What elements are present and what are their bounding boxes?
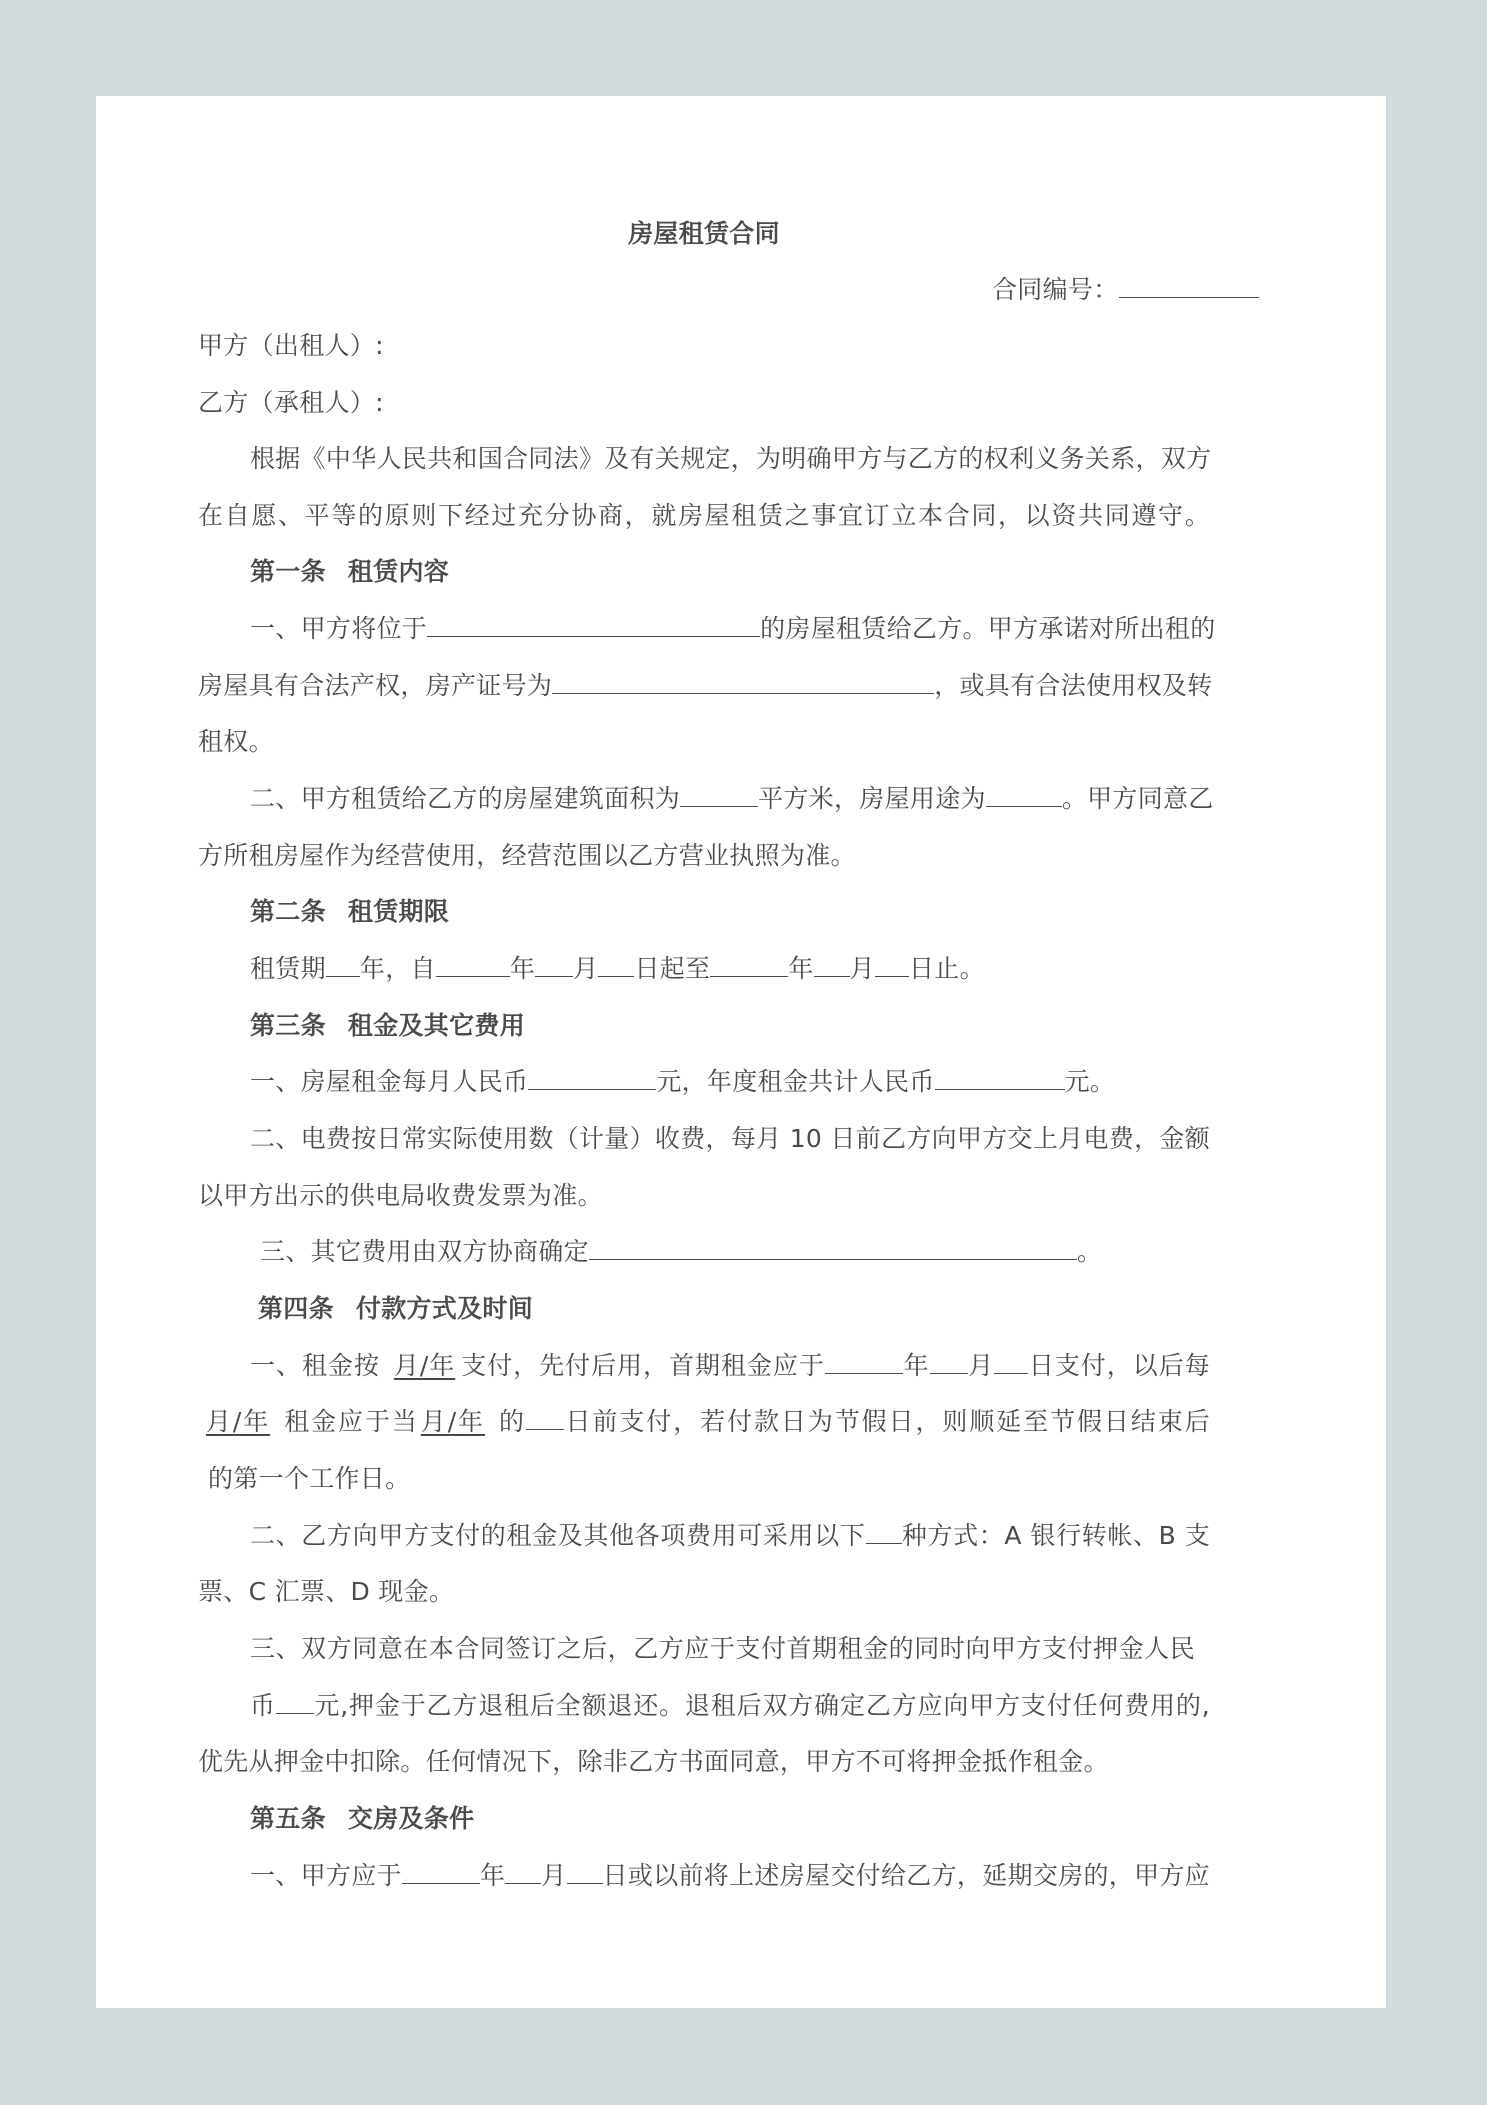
article-5-number: 第五条 bbox=[250, 1804, 326, 1833]
article-3-para-2-line-2: 以甲方出示的供电局收费发票为准。 bbox=[198, 1181, 603, 1210]
article-3-para-3: 三、其它费用由双方协商确定 。 bbox=[260, 1232, 1102, 1268]
article-4-para-3-line-1: 三、双方同意在本合同签订之后，乙方应于支付首期租金的同时向甲方支付押金人民 bbox=[250, 1634, 1195, 1663]
article-2-number: 第二条 bbox=[250, 897, 326, 926]
article-4-para-2-line-2: 票、C 汇票、D 现金。 bbox=[198, 1577, 455, 1606]
intro-line-2: 在自愿、平等的原则下经过充分协商，就房屋租赁之事宜订立本合同，以资共同遵守。 bbox=[198, 501, 1210, 530]
contract-number-line bbox=[992, 270, 1259, 306]
article-4-number: 第四条 bbox=[258, 1294, 334, 1323]
article-5-heading bbox=[250, 1799, 474, 1835]
article-1-para-1-line-1: 一、甲方将位于 的房屋租赁给乙方。甲方承诺对所出租的 bbox=[250, 609, 1210, 645]
article-1-heading bbox=[250, 552, 449, 588]
article-5-para-1-line-1: 一、甲方应于 年 月 日或以前将上述房屋交付给乙方，延期交房的，甲方应 bbox=[250, 1856, 1210, 1892]
article-4-para-1-line-3: 的第一个工作日。 bbox=[208, 1464, 411, 1493]
article-1-para-2-line-2: 方所租房屋作为经营使用，经营范围以乙方营业执照为准。 bbox=[198, 841, 856, 870]
article-1-para-1-line-2: 房屋具有合法产权，房产证号为 ，或具有合法使用权及转 bbox=[198, 666, 1210, 702]
monthly-rent-blank bbox=[528, 1063, 656, 1090]
annual-rent-blank bbox=[935, 1063, 1065, 1090]
payment-methods-count-blank bbox=[866, 1517, 902, 1544]
party-b-line: 乙方（承租人）: bbox=[198, 388, 384, 417]
other-fees-blank bbox=[589, 1233, 1077, 1260]
document-title: 房屋租赁合同 bbox=[628, 219, 780, 248]
article-5-title: 交房及条件 bbox=[347, 1804, 475, 1833]
document-page bbox=[96, 96, 1386, 2008]
article-4-para-2-line-1: 二、乙方向甲方支付的租金及其他各项费用可采用以下 种方式：A 银行转帐、B 支 bbox=[250, 1516, 1210, 1552]
article-4-para-1-line-1: 一、租金按 月/年 支付，先付后用，首期租金应于 年 月 日支付，以后每 bbox=[250, 1346, 1210, 1382]
article-3-heading bbox=[250, 1006, 525, 1042]
usage-blank bbox=[986, 780, 1062, 807]
contract-number-label: 合同编号： bbox=[992, 275, 1119, 304]
article-2-para-1: 租赁期 年，自 年 月 日起至 年 月 日止。 bbox=[250, 949, 985, 985]
article-1-title: 租赁内容 bbox=[347, 557, 450, 586]
article-2-heading bbox=[250, 892, 449, 928]
location-blank bbox=[427, 610, 760, 637]
article-4-para-3-line-3: 优先从押金中扣除。任何情况下，除非乙方书面同意，甲方不可将押金抵作租金。 bbox=[198, 1747, 1109, 1776]
article-4-para-1-line-2: 月/年 租金应于当月/年 的 日前支付，若付款日为节假日，则顺延至节假日结束后 bbox=[198, 1402, 1210, 1438]
article-3-title: 租金及其它费用 bbox=[347, 1011, 526, 1040]
article-3-para-1: 一、房屋租金每月人民币 元，年度租金共计人民币 元。 bbox=[250, 1062, 1115, 1098]
article-1-number: 第一条 bbox=[250, 557, 326, 586]
article-1-para-1-line-3: 租权。 bbox=[198, 727, 274, 756]
article-4-heading bbox=[258, 1289, 533, 1325]
article-4-title: 付款方式及时间 bbox=[355, 1294, 534, 1323]
property-cert-blank bbox=[552, 667, 934, 694]
article-4-para-3-line-2: 币 元,押金于乙方退租后全额退还。退租后双方确定乙方应向甲方支付任何费用的, bbox=[250, 1686, 1210, 1722]
area-blank bbox=[680, 780, 758, 807]
intro-line-1: 根据《中华人民共和国合同法》及有关规定，为明确甲方与乙方的权利义务关系，双方 bbox=[250, 444, 1212, 473]
contract-number-blank bbox=[1119, 271, 1259, 298]
article-3-number: 第三条 bbox=[250, 1011, 326, 1040]
party-a-line: 甲方（出租人）: bbox=[198, 331, 384, 360]
article-3-para-2-line-1: 二、电费按日常实际使用数（计量）收费，每月 10 日前乙方向甲方交上月电费，金额 bbox=[250, 1124, 1210, 1153]
article-2-title: 租赁期限 bbox=[347, 897, 450, 926]
article-1-para-2-line-1: 二、甲方租赁给乙方的房屋建筑面积为 平方米，房屋用途为 。甲方同意乙 bbox=[250, 779, 1210, 815]
deposit-blank bbox=[276, 1687, 314, 1714]
